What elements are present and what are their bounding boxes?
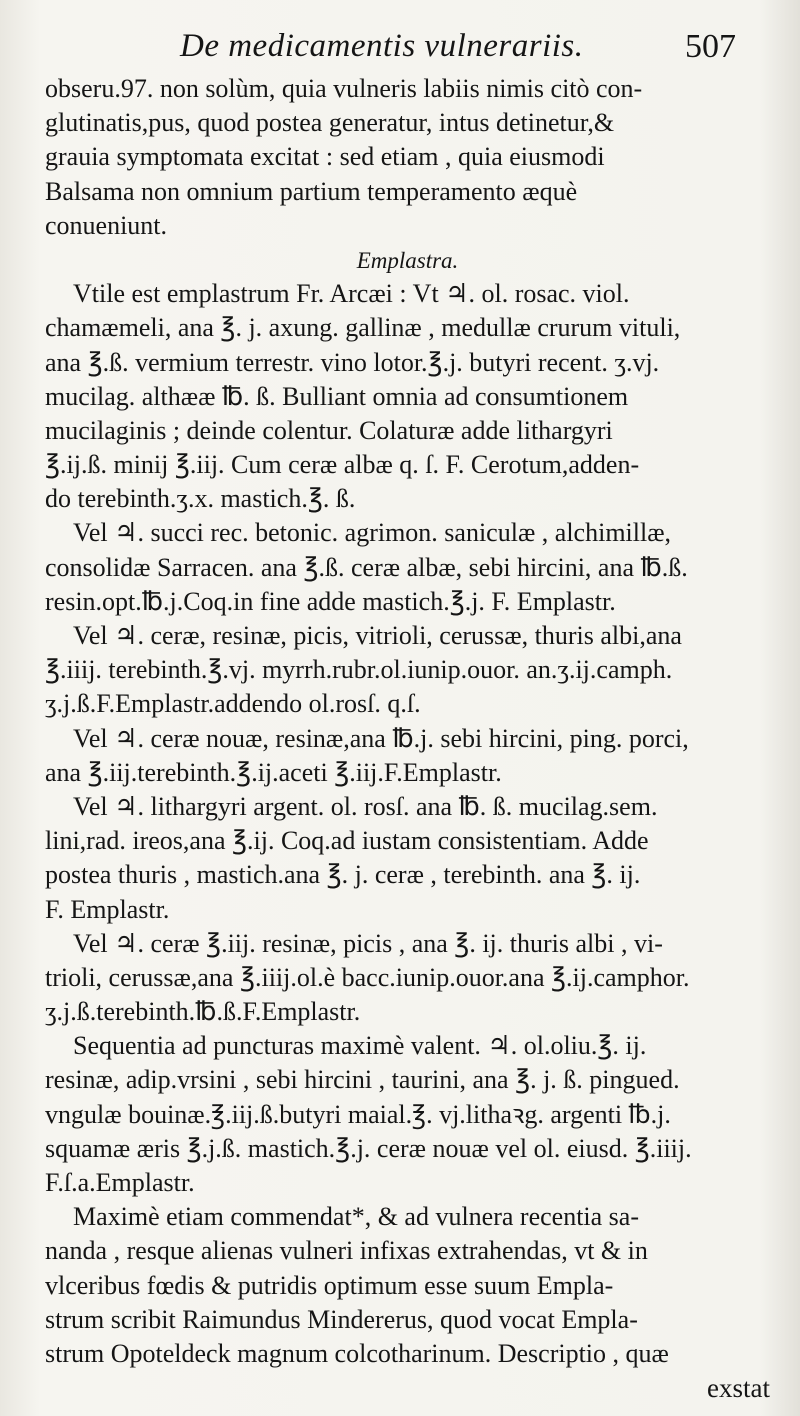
text-line-content: strum scribit Raimundus Mindererus, quod vocat Empla-: [45, 1304, 638, 1334]
text-line: [45, 961, 770, 995]
text-line-content: trioli, cerussæ,ana ℥.iiij.ol.è bacc.iunip.ouor.ana ℥.ij.camphor.: [45, 962, 690, 992]
text-line-content: Balsama non omnium partium temperamento æquè: [45, 176, 578, 206]
text-line-content: Vel ♃. succi rec. betonic. agrimon. saniculæ , alchimillæ,: [73, 518, 672, 548]
text-line: [45, 1269, 770, 1303]
catchword: exstat: [707, 1373, 770, 1404]
text-line-content: do terebinth.ʒ.x. mastich.℥. ß.: [45, 484, 356, 514]
text-line: [45, 1337, 770, 1371]
text-line: [45, 175, 770, 209]
text-line: [45, 687, 770, 721]
text-line-content: F. Emplastr.: [45, 894, 170, 924]
text-line: [45, 1200, 770, 1234]
text-line: [45, 927, 770, 961]
text-line: [45, 448, 770, 482]
text-line-content: Vel ♃. ceræ, resinæ, picis, vitrioli, cerussæ, thuris albi,ana: [73, 621, 682, 650]
text-line-content: mucilaginis ; deinde colentur. Colaturæ adde lithargyri: [45, 415, 613, 445]
text-line: [45, 619, 770, 653]
text-line-content: Vtile est emplastrum Fr. Arcæi : Vt ♃. ol. rosac. viol.: [73, 279, 630, 309]
text-line-content: Emplastra.: [356, 247, 459, 273]
text-line: [45, 1132, 770, 1166]
text-line: [45, 72, 770, 106]
running-title: De medicamentis vulnerariis.: [180, 28, 584, 64]
text-line: [45, 516, 770, 550]
text-line-content: Vel ♃. ceræ ℥.iij. resinæ, picis , ana ℥. ij. thuris albi , vi-: [73, 928, 663, 958]
page-header: [170, 28, 770, 76]
text-line: [45, 995, 770, 1029]
text-line: [45, 311, 770, 345]
text-line: [45, 1029, 770, 1063]
text-line: [45, 893, 770, 927]
text-line: [45, 858, 770, 892]
text-line: [45, 653, 770, 687]
text-line-content: Vel ♃. ceræ nouæ, resinæ,ana ℔.j. sebi hircini, ping. porci,: [73, 723, 689, 753]
text-line-content: postea thuris , mastich.ana ℥. j. ceræ , terebinth. ana ℥. ij.: [45, 860, 641, 890]
text-line-content: ʒ.j.ß.terebinth.℔.ß.F.Emplastr.: [45, 997, 361, 1027]
text-line: [45, 346, 770, 380]
section-heading: [45, 243, 770, 277]
text-line-content: Sequentia ad puncturas maximè valent. ♃. ol.oliu.℥. ij.: [73, 1031, 647, 1061]
text-line: [45, 1234, 770, 1268]
text-line-content: Vel ♃. lithargyri argent. ol. rosſ. ana ℔. ß. mucilag.sem.: [73, 791, 658, 821]
text-line-content: chamæmeli, ana ℥. j. axung. gallinæ , medullæ crurum vituli,: [45, 313, 681, 343]
text-line: [45, 140, 770, 174]
text-line: [45, 1098, 770, 1132]
text-line-content: resin.opt.℔.j.Coq.in fine adde mastich.℥.j. F. Emplastr.: [45, 586, 616, 616]
text-line: [45, 756, 770, 790]
text-line-content: vlceribus fœdis & putridis optimum esse suum Empla-: [45, 1270, 614, 1300]
text-line-content: ℥.iiij. terebinth.℥.vj. myrrh.rubr.ol.iunip.ouor. an.ʒ.ij.camph.: [45, 655, 673, 685]
text-line-content: obseru.97. non solùm, quia vulneris labiis nimis citò con-: [45, 74, 643, 103]
text-line-content: strum Opoteldeck magnum colcotharinum. Descriptio , quæ: [45, 1338, 669, 1368]
text-line: [45, 1303, 770, 1337]
text-line-content: F.ſ.a.Emplastr.: [45, 1168, 195, 1197]
text-line: [45, 482, 770, 516]
text-line: [45, 106, 770, 140]
text-line-content: ana ℥.ß. vermium terrestr. vino lotor.℥.j. butyri recent. ʒ.vj.: [45, 347, 660, 377]
text-line: [45, 380, 770, 414]
text-line-content: ℥.ij.ß. minij ℥.iij. Cum ceræ albæ q. ſ. F. Cerotum,adden-: [45, 450, 640, 480]
text-line-content: Maximè etiam commendat*, & ad vulnera recentia sa-: [73, 1202, 639, 1232]
text-line-content: ʒ.j.ß.F.Emplastr.addendo ol.rosſ. q.ſ.: [45, 689, 421, 719]
text-line: [45, 824, 770, 858]
text-line-content: lini,rad. ireos,ana ℥.ij. Coq.ad iustam consistentiam. Adde: [45, 826, 649, 856]
text-line-content: vngulæ bouinæ.℥.iij.ß.butyri maial.℥. vj.lithaꝛg. argenti ℔.j.: [45, 1099, 671, 1129]
text-line: [45, 585, 770, 619]
text-line: [45, 1063, 770, 1097]
text-line: [45, 414, 770, 448]
text-line-content: ana ℥.iij.terebinth.℥.ij.aceti ℥.iij.F.Emplastr.: [45, 757, 502, 787]
text-line-content: mucilag. althææ ℔. ß. Bulliant omnia ad consumtionem: [45, 381, 629, 411]
text-line-content: consolidæ Sarracen. ana ℥.ß. ceræ albæ, sebi hircini, ana ℔.ß.: [45, 552, 688, 582]
text-line: [45, 790, 770, 824]
page-number: 507: [685, 28, 736, 65]
text-line: [45, 277, 770, 311]
text-line: [45, 551, 770, 585]
text-line: [45, 1166, 770, 1200]
body-text: [45, 72, 770, 1405]
text-line: [45, 722, 770, 756]
text-line-content: squamæ æris ℥.j.ß. mastich.℥.j. ceræ nouæ vel ol. eiusd. ℥.iiij.: [45, 1133, 692, 1163]
text-line-content: glutinatis,pus, quod postea generatur, intus detinetur,&: [45, 108, 615, 138]
text-line: [45, 209, 770, 243]
text-line-content: nanda , resque alienas vulneri infixas extrahendas, vt & in: [45, 1236, 648, 1266]
text-line-content: resinæ, adip.vrsini , sebi hircini , taurini, ana ℥. j. ß. pingued.: [45, 1065, 680, 1095]
text-line-content: grauia symptomata excitat : sed etiam , quia eiusmodi: [45, 142, 605, 172]
text-line-content: conueniunt.: [45, 210, 168, 240]
